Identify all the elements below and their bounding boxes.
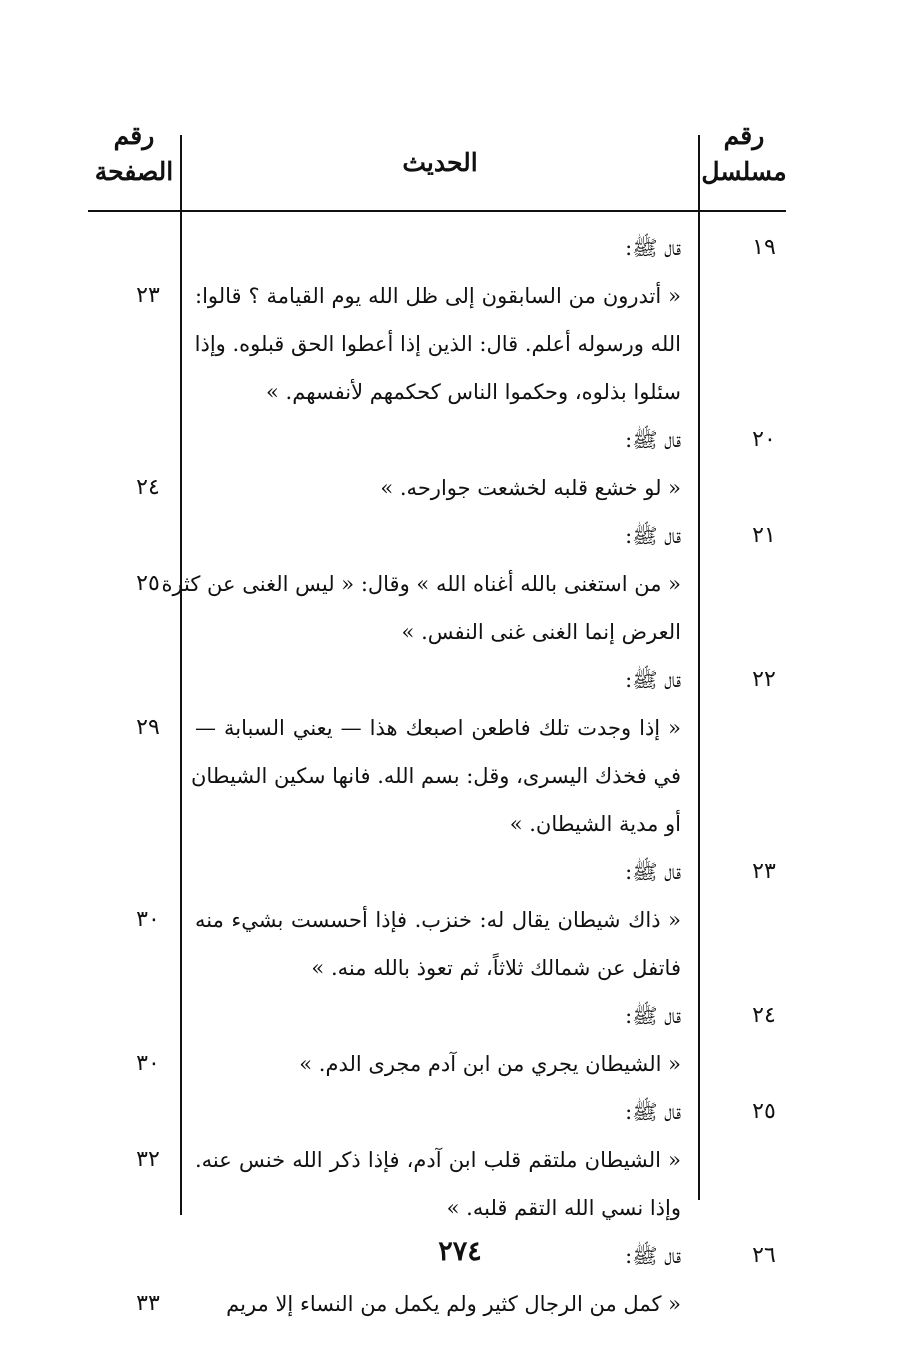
- hadith-intro-line: قال ﷺ:: [625, 524, 681, 548]
- page-reference: ٢٤: [136, 475, 160, 500]
- page-column-header: رقم الصفحة: [94, 121, 174, 186]
- hadith-intro-line: قال ﷺ:: [625, 236, 681, 260]
- hadith-text-line: العرض إنما الغنى غنى النفس. »: [401, 620, 681, 644]
- hadith-text-line: أو مدية الشيطان. »: [509, 812, 681, 836]
- hadith-text-line: وإذا نسي الله التقم قلبه. »: [446, 1196, 681, 1220]
- hadith-text-line: في فخذك اليسرى، وقل: بسم الله. فانها سكين الشيطان: [190, 764, 681, 788]
- hadith-intro-line: قال ﷺ:: [625, 1004, 681, 1028]
- page-reference: ٣٣: [136, 1291, 160, 1316]
- hadith-intro-line: قال ﷺ:: [625, 860, 681, 884]
- hadith-text-line: « ذاك شيطان يقال له: خنزب. فإذا أحسست بشيء منه: [195, 908, 681, 932]
- page-reference: ٢٥: [136, 571, 160, 596]
- hadith-text-line: سئلوا بذلوه، وحكموا الناس كحكمهم لأنفسهم. »: [266, 380, 681, 404]
- hadith-text-line: « الشيطان يجري من ابن آدم مجرى الدم. »: [299, 1052, 681, 1076]
- serial-number: ٢٦: [752, 1243, 776, 1268]
- page-number: ٢٧٤: [438, 1236, 482, 1267]
- hadith-text-line: « إذا وجدت تلك فاطعن اصبعك هذا — يعني السبابة —: [195, 716, 681, 740]
- page-reference: ٣٠: [136, 907, 160, 932]
- hadith-text-line: الله ورسوله أعلم. قال: الذين إذا أعطوا الحق قبلوه. وإذا: [194, 332, 681, 356]
- hadith-text-line: فاتفل عن شمالك ثلاثاً، ثم تعوذ بالله منه. »: [311, 956, 681, 980]
- page-reference: ٣٠: [136, 1051, 160, 1076]
- hadith-text-line: « لو خشع قلبه لخشعت جوارحه. »: [380, 476, 681, 500]
- page-reference: ٣٢: [136, 1147, 160, 1172]
- page-reference: ٢٩: [136, 715, 160, 740]
- serial-number: ٢٢: [752, 667, 776, 692]
- hadith-column-header: الحديث: [402, 148, 478, 177]
- hadith-intro-line: قال ﷺ:: [625, 668, 681, 692]
- hadith-intro-line: قال ﷺ:: [625, 1100, 681, 1124]
- page-reference: ٢٣: [136, 283, 160, 308]
- column-divider-left: [180, 135, 182, 1215]
- serial-column-header: رقم مسلسل: [701, 121, 787, 186]
- hadith-text-line: « أتدرون من السابقون إلى ظل الله يوم القيامة ؟ قالوا:: [195, 284, 681, 308]
- hadith-text-line: « الشيطان ملتقم قلب ابن آدم، فإذا ذكر الله خنس عنه.: [195, 1148, 681, 1172]
- serial-number: ٢٤: [752, 1003, 776, 1028]
- serial-number: ٢٠: [752, 427, 776, 452]
- serial-number: ١٩: [752, 235, 776, 260]
- serial-number: ٢٥: [752, 1099, 776, 1124]
- hadith-intro-line: قال ﷺ:: [625, 1244, 681, 1268]
- hadith-intro-line: قال ﷺ:: [625, 428, 681, 452]
- header-rule: [88, 210, 786, 212]
- serial-number: ٢٣: [752, 859, 776, 884]
- hadith-text-line: « كمل من الرجال كثير ولم يكمل من النساء إلا مريم: [226, 1292, 681, 1316]
- column-divider-right: [698, 135, 700, 1200]
- serial-number: ٢١: [752, 523, 776, 548]
- hadith-text-line: « من استغنى بالله أغناه الله » وقال: « ليس الغنى عن كثرة: [161, 572, 681, 596]
